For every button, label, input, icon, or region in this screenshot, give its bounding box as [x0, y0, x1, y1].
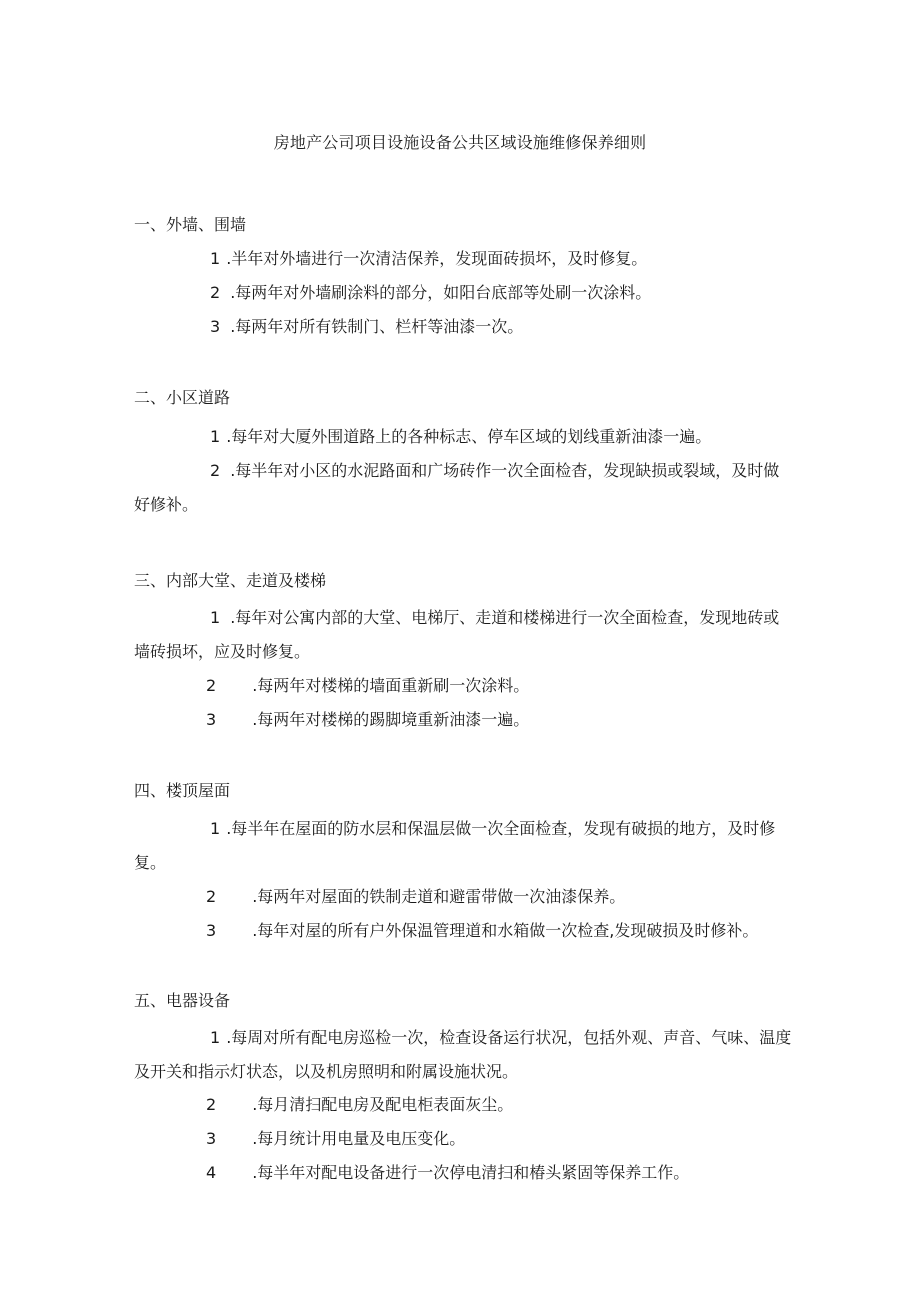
- section-heading-lobby-corridors-stairs: 三、内部大堂、走道及楼梯: [134, 571, 327, 590]
- list-item: [134, 914, 794, 948]
- item-number: 2: [206, 676, 217, 695]
- item-text: .每两年对所有铁制门、栏杆等油漆一次。: [230, 317, 524, 336]
- item-number: 2: [210, 461, 221, 480]
- item-text: .每月统计用电量及电压变化。: [252, 1129, 466, 1148]
- item-text: .每两年对屋面的铁制走道和避雷带做一次油漆保养。: [252, 887, 626, 906]
- item-number: 1: [210, 819, 221, 838]
- list-item: [134, 601, 794, 669]
- item-number: 4: [206, 1163, 217, 1182]
- item-number: 3: [210, 317, 221, 336]
- item-number: 3: [206, 710, 217, 729]
- section-heading-exterior-walls: 一、外墙、围墙: [134, 215, 247, 234]
- item-number: 2: [210, 283, 221, 302]
- item-number: 1: [210, 608, 221, 627]
- section-heading-electrical-equipment: 五、电器设备: [134, 991, 231, 1010]
- item-text: .每年对屋的所有户外保温管理道和水箱做一次检查,发现破损及时修补。: [252, 921, 759, 940]
- item-number: 3: [206, 921, 217, 940]
- item-number: 1: [210, 1028, 221, 1047]
- item-text: .每周对所有配电房巡检一次，检查设备运行状况，包括外观、声音、气味、温度及开关和指示灯状态，以及机房照明和附属设施状况。: [134, 1028, 792, 1081]
- item-text: .每月清扫配电房及配电柜表面灰尘。: [252, 1095, 514, 1114]
- item-text: .每两年对楼梯的墙面重新刷一次涂料。: [252, 676, 530, 695]
- document-title: 房地产公司项目设施设备公共区域设施维修保养细则: [273, 133, 647, 152]
- item-text: .每两年对楼梯的踢脚境重新油漆一遍。: [252, 710, 530, 729]
- list-item: [134, 454, 794, 522]
- section-heading-community-roads: 二、小区道路: [134, 388, 231, 407]
- list-item: [134, 880, 794, 914]
- list-item: [134, 1088, 794, 1122]
- section-heading-roof: 四、楼顶屋面: [134, 781, 231, 800]
- list-item: [134, 1156, 794, 1190]
- list-item: [134, 1021, 794, 1089]
- list-item: [134, 703, 794, 737]
- item-number: 3: [206, 1129, 217, 1148]
- item-number: 2: [206, 887, 217, 906]
- item-text: .每半年对配电设备进行一次停电清扫和椿头紧固等保养工作。: [252, 1163, 690, 1182]
- item-text: .半年对外墙进行一次清洁保养，发现面砖损坏，及时修复。: [226, 249, 648, 268]
- list-item: [134, 242, 794, 276]
- item-text: .每半年对小区的水泥路面和广场砖作一次全面检杳，发现缺损或裂域，及时做好修补。: [134, 461, 780, 514]
- list-item: [134, 669, 794, 703]
- item-text: .每半年在屋面的防水层和保温层做一次全面检查，发现有破损的地方，及时修复。: [134, 819, 776, 872]
- item-text: .每两年对外墙刷涂料的部分，如阳台底部等处刷一次涂料。: [230, 283, 652, 302]
- item-text: .每年对公寓内部的大堂、电梯厅、走道和楼梯进行一次全面检查，发现地砖或墙砖损坏，应及时修复。: [134, 608, 780, 661]
- item-number: 1: [210, 249, 221, 268]
- list-item: [134, 1122, 794, 1156]
- list-item: [134, 812, 794, 880]
- item-number: 2: [206, 1095, 217, 1114]
- list-item: [134, 310, 794, 344]
- list-item: [134, 420, 794, 454]
- item-text: .每年对大厦外围道路上的各种标志、停车区域的划线重新油漆一遍。: [226, 427, 712, 446]
- list-item: [134, 276, 794, 310]
- item-number: 1: [210, 427, 221, 446]
